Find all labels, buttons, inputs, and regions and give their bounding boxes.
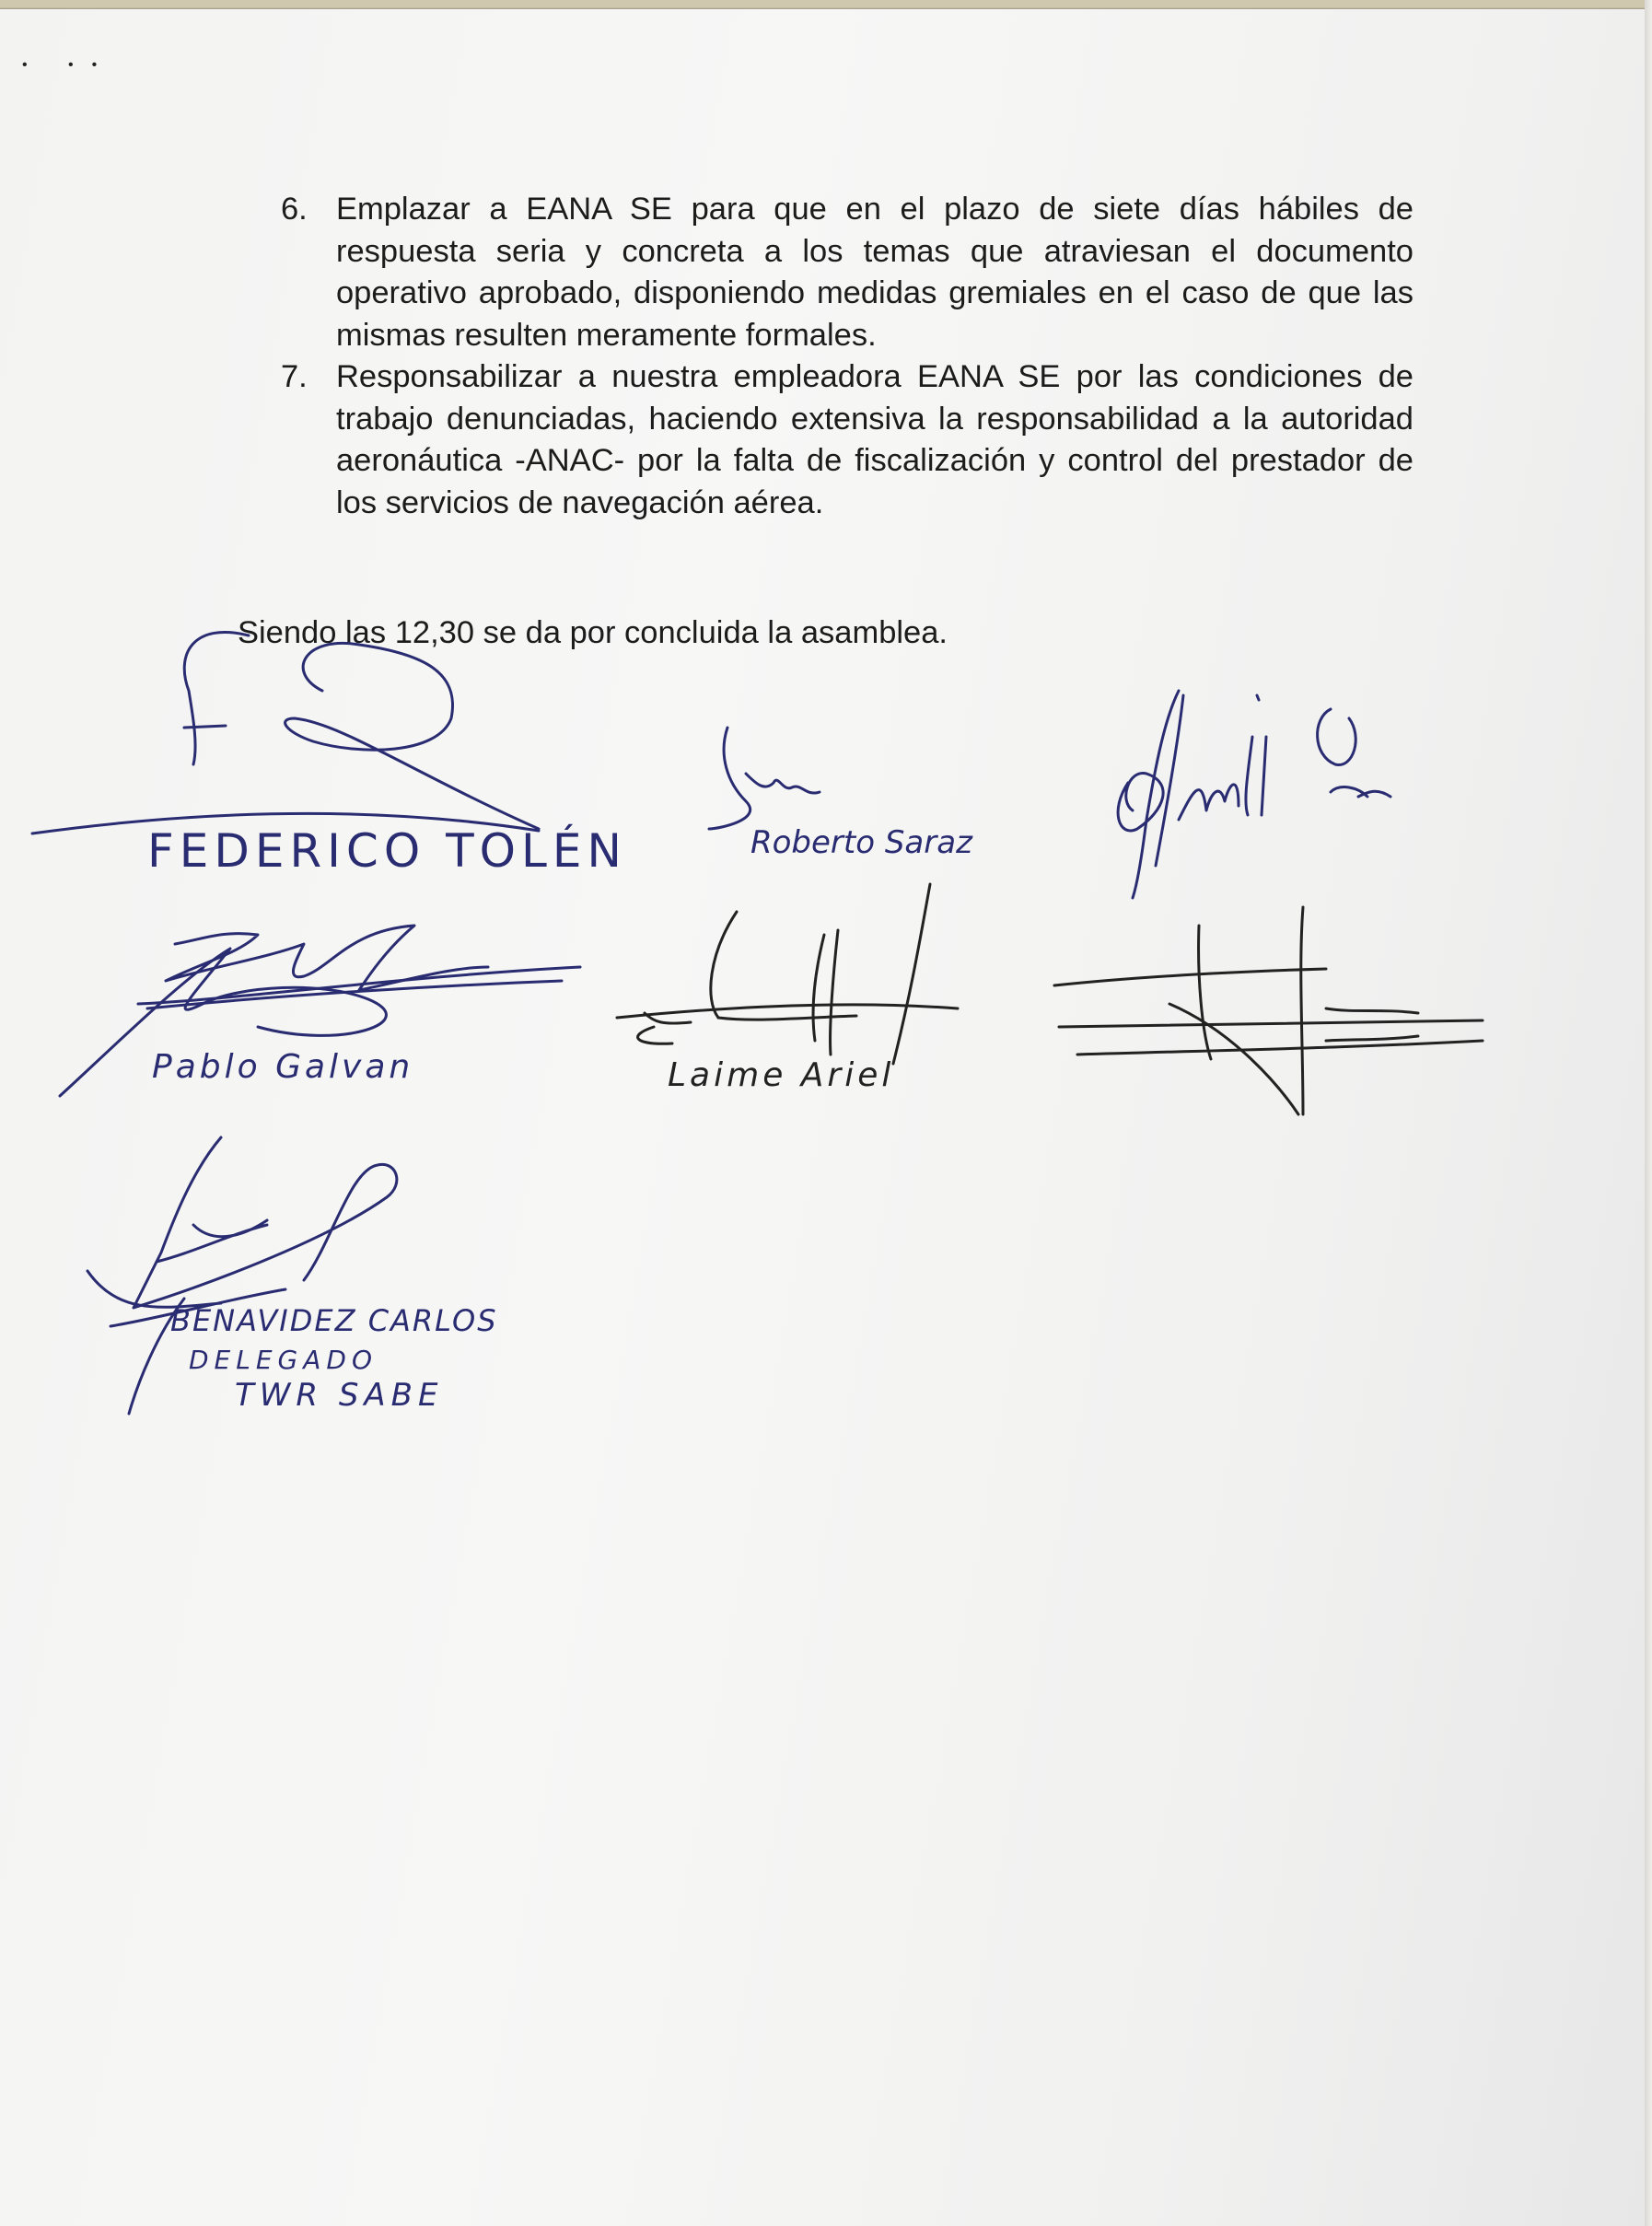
corner-marks: • •• [22,57,116,73]
page-edge [1645,0,1652,2226]
resolution-list [281,189,1414,524]
signature-name: Pablo Galvan [152,1048,414,1086]
list-item [281,356,1414,524]
signature-pablo [55,912,589,1114]
item-text: Responsabilizar a nuestra empleadora EANA SE por las condiciones de trabajo denunciadas, haciendo extensiva la responsabilidad a la autoridad aeronáutica -ANAC- por la falta de fiscalización y control del prestador de los servicios de navegación aérea. [336,359,1414,520]
closing-statement: Siendo las 12,30 se da por concluida la asamblea. [238,615,948,650]
signature-scribble [1050,903,1492,1133]
signature-name: Laime Ariel [668,1056,895,1094]
signature-right-lower [1050,903,1492,1133]
signature-unit: TWR SABE [235,1377,444,1414]
signature-federico [28,617,635,893]
signature-name: Roberto Saraz [750,824,972,861]
signature-roberto [700,718,995,884]
list-item [281,189,1414,356]
signature-name: FEDERICO TOLÉN [147,824,627,878]
item-number: 7. [281,359,308,394]
signature-laime [617,880,967,1119]
item-text: Emplazar a EANA SE para que en el plazo de siete días hábiles de respuesta seria y concreta a los temas que atraviesan el documento operativo aprobado, disponiendo medidas gremiales en el caso de que las mismas resulten meramente formales. [336,192,1414,353]
signature-name: BENAVIDEZ CARLOS [170,1303,498,1338]
signature-role: DELEGADO [189,1345,378,1375]
signature-right-upper [1091,682,1460,903]
signature-benavidez [83,1133,562,1437]
item-number: 6. [281,192,308,227]
signature-scribble [1091,682,1460,903]
